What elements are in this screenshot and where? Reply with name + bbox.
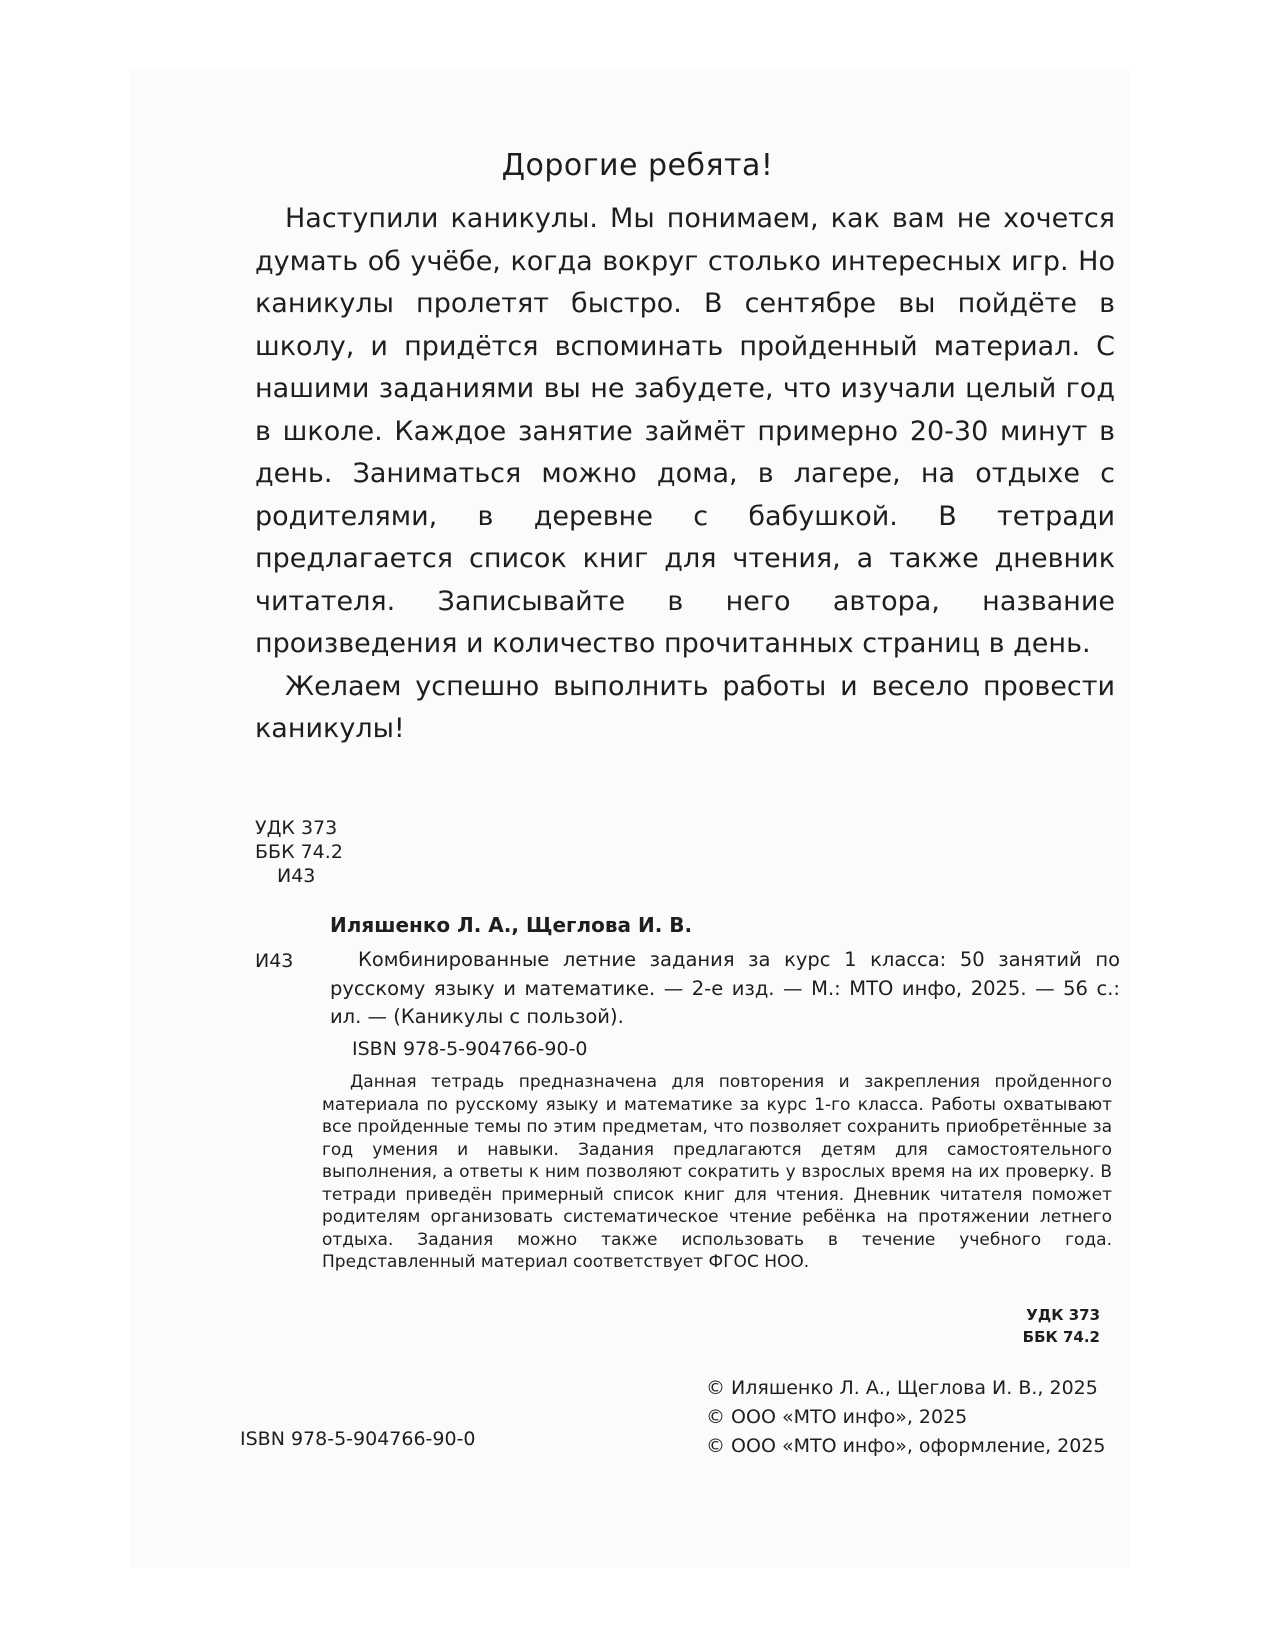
author-code: И43 — [277, 865, 316, 887]
bibliography-author-code: И43 — [255, 950, 294, 972]
greeting-heading: Дорогие ребята! — [501, 148, 774, 183]
bibliographic-description — [330, 946, 1120, 1032]
classification-right — [980, 1304, 1100, 1348]
copyright-block — [706, 1374, 1106, 1461]
copyright-line: © ООО «МТО инфо», 2025 — [706, 1406, 968, 1428]
isbn-record: ISBN 978-5-904766-90-0 — [352, 1038, 588, 1060]
bbk-code: ББК 74.2 — [255, 841, 343, 863]
classification-block — [255, 816, 343, 888]
udk-code-right: УДК 373 — [1026, 1306, 1100, 1324]
intro-text — [255, 198, 1115, 751]
bbk-code-right: ББК 74.2 — [1022, 1328, 1100, 1346]
copyright-line: © Иляшенко Л. А., Щеглова И. В., 2025 — [706, 1377, 1098, 1399]
intro-paragraph-1: Наступили каникулы. Мы понимаем, как вам не хочется думать об учёбе, когда вокруг столько интересных игр. Но каникулы пролетят быстро. В сентябре вы пойдёте в школу, и придётся вспоминать пройденный материал. С нашими заданиями вы не забудете, что изучали целый год в школе. Каждое занятие займёт примерно 20-30 минут в день. Заниматься можно дома, в лагере, на отдыхе с родителями, в деревне с бабушкой. В тетради предлагается список книг для чтения, а также дневник читателя. Записывайте в него автора, название произведения и количество прочитанных страниц в день. — [255, 203, 1115, 659]
copyright-line: © ООО «МТО инфо», оформление, 2025 — [706, 1435, 1106, 1457]
annotation-text: Данная тетрадь предназначена для повторения и закрепления пройденного материала по русскому языку и математике за курс 1-го класса. Работы охватывают все пройденные темы по этим предметам, что позволяет сохранить приобретённые за год умения и навыки. Задания предлагаются детям для самостоятельного выполнения, а ответы к ним позволяют сократить у взрослых время на их проверку. В тетради приведён примерный список книг для чтения. Дневник читателя поможет родителям организовать систематическое чтение ребёнка на протяжении летнего отдыха. Задания можно также использовать в течение учебного года. Представленный материал соответствует ФГОС НОО. — [322, 1072, 1112, 1272]
intro-paragraph-2: Желаем успешно выполнить работы и весело провести каникулы! — [255, 670, 1115, 744]
book-description: Комбинированные летние задания за курс 1 класса: 50 занятий по русскому языку и математике. — 2-е изд. — М.: МТО инфо, 2025. — 56 с.: ил. — (Каникулы с пользой). — [330, 948, 1120, 1028]
authors: Иляшенко Л. А., Щеглова И. В. — [330, 913, 693, 937]
isbn-footer: ISBN 978-5-904766-90-0 — [240, 1428, 476, 1450]
udk-code: УДК 373 — [255, 817, 338, 839]
